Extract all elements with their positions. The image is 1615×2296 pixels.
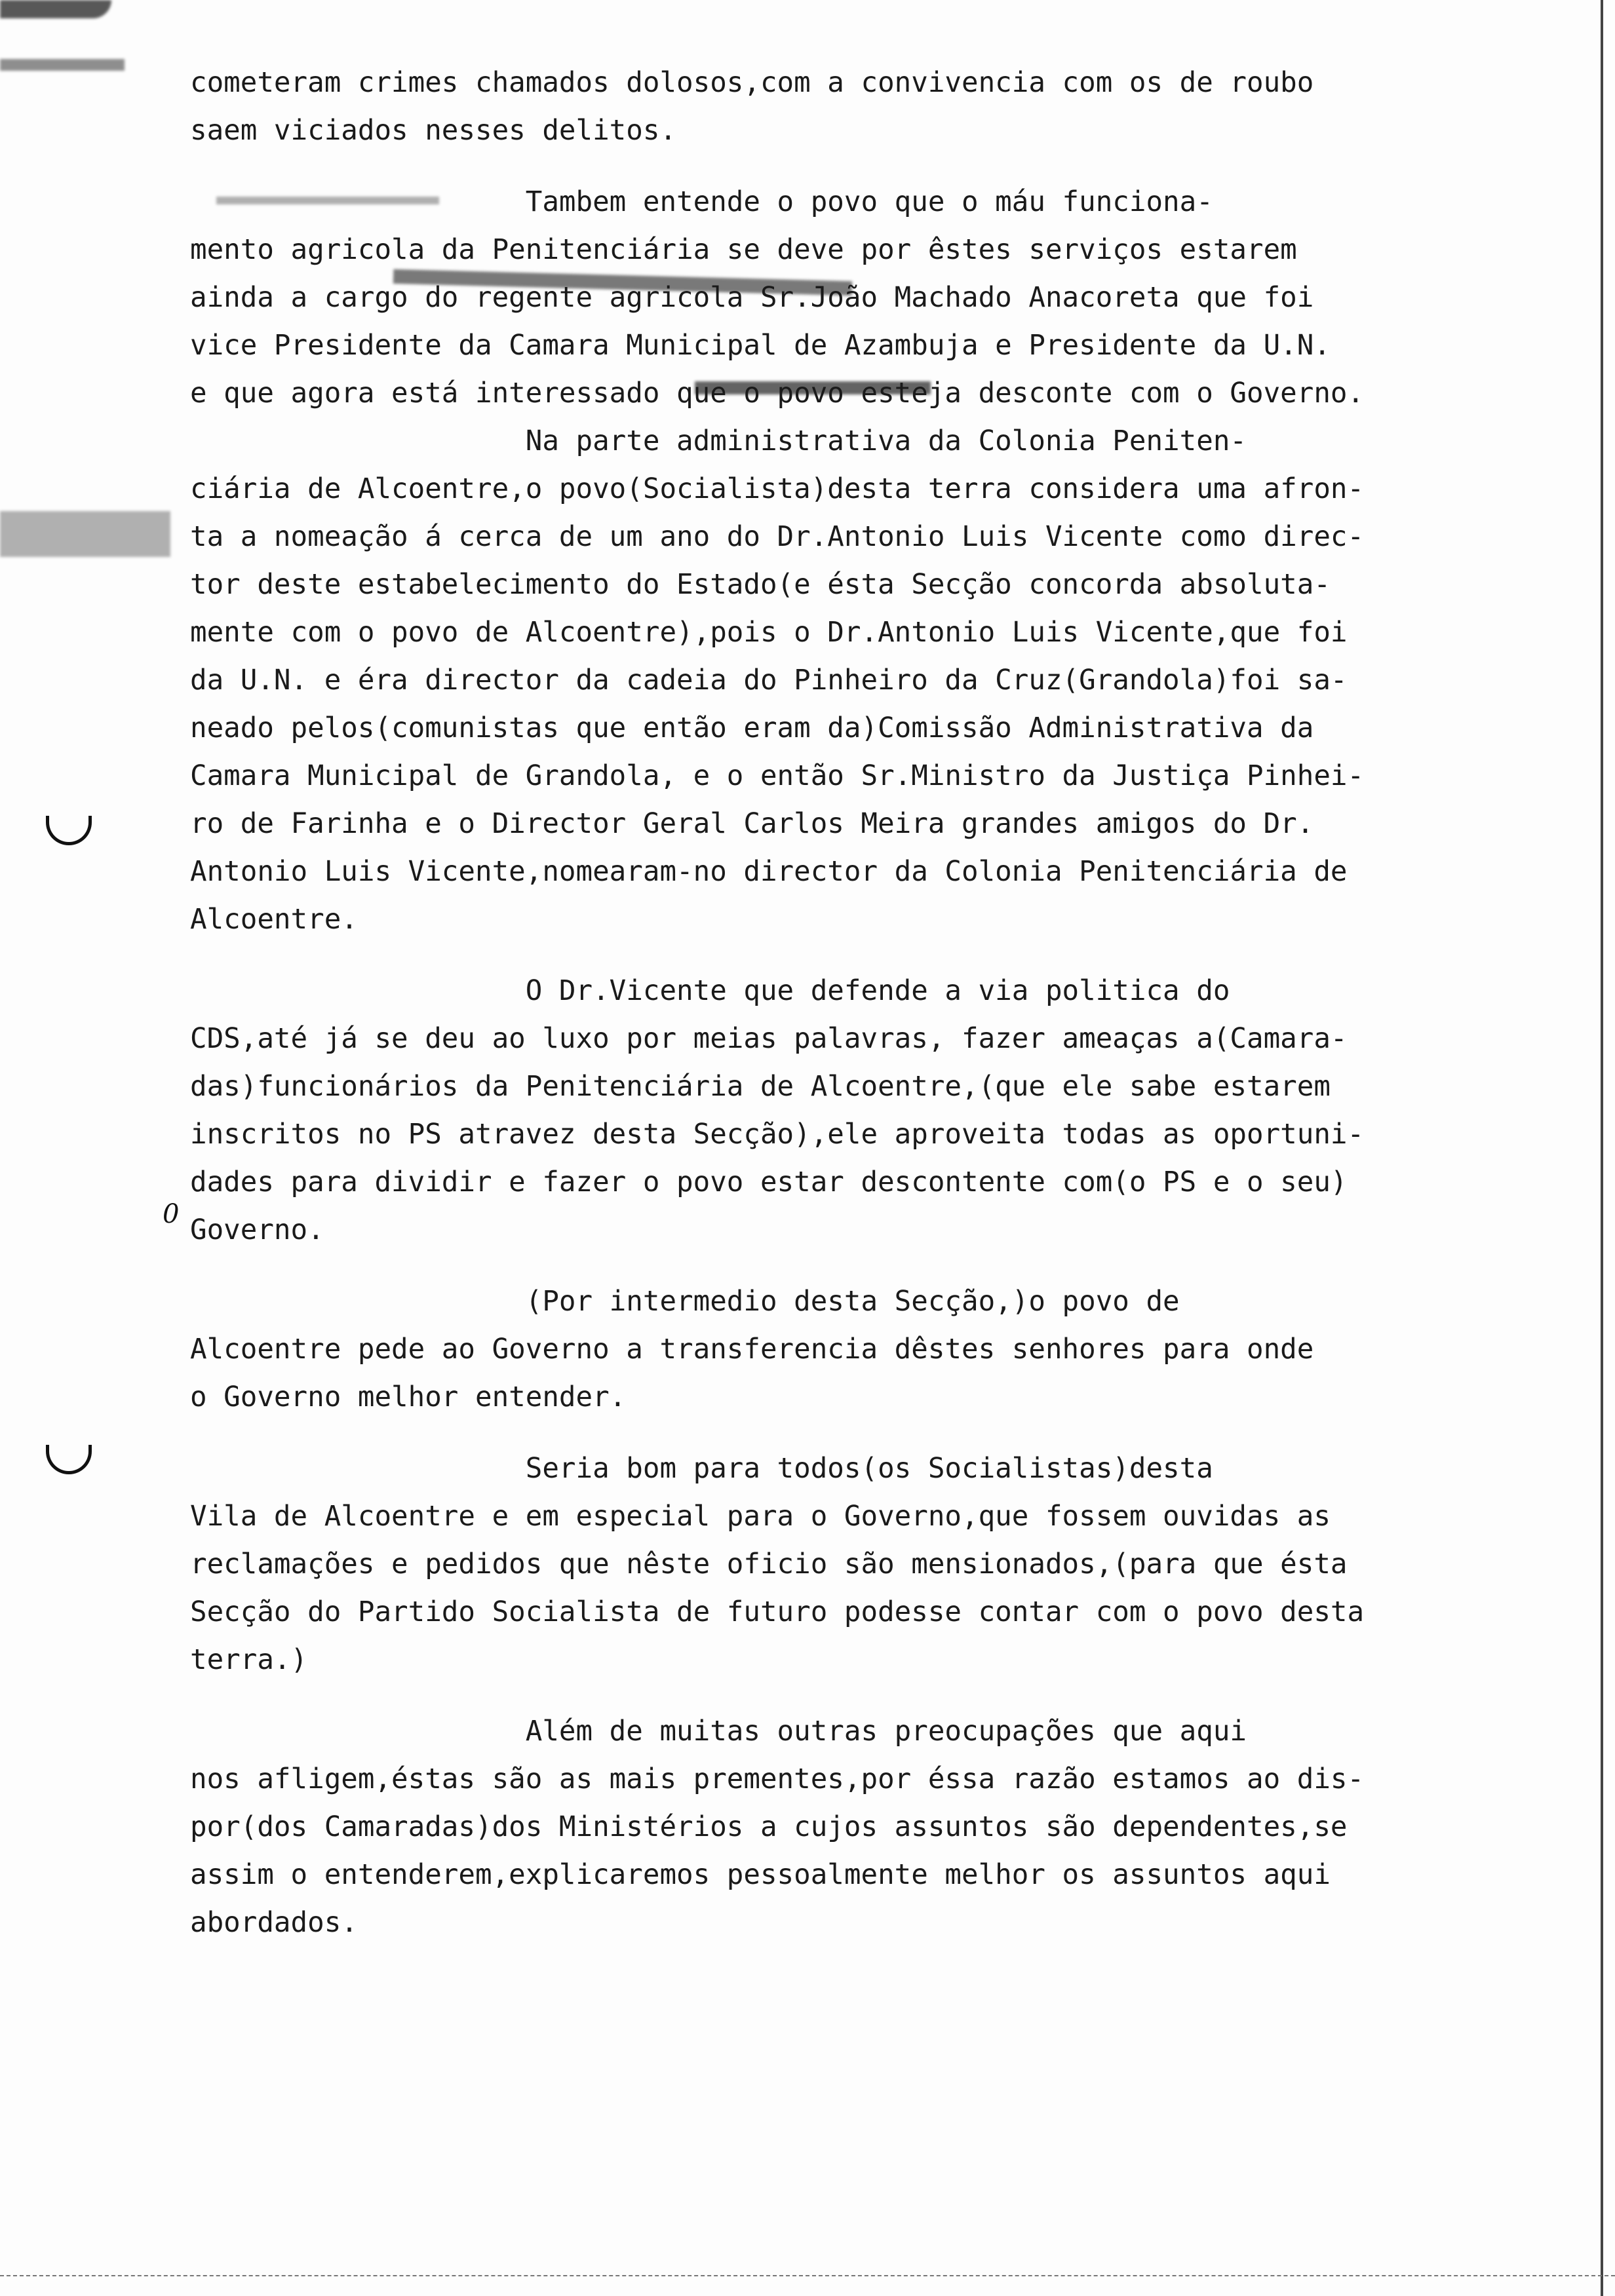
paragraph-3 — [190, 967, 1580, 1254]
text-line: Seria bom para todos(os Socialistas)desta — [190, 1453, 1213, 1485]
scan-smudge-top-left-2 — [0, 59, 125, 71]
text-line: Além de muitas outras preocupações que aqui — [190, 1715, 1247, 1748]
text-line: O Dr.Vicente que defende a via politica do — [190, 975, 1230, 1007]
text-line: inscritos no PS atravez desta Secção),ele aproveita todas as oportuni- — [190, 1119, 1365, 1151]
text-line: CDS,até já se deu ao luxo por meias palavras, fazer ameaças a(Camara- — [190, 1023, 1348, 1055]
text-line: saem viciados nesses delitos. — [190, 115, 677, 147]
page-bottom-edge — [0, 2275, 1615, 2296]
paragraph-5 — [190, 1445, 1580, 1684]
scan-smudge-left — [0, 511, 170, 557]
text-line: das)funcionários da Penitenciária de Alcoentre,(que ele sabe estarem — [190, 1071, 1331, 1103]
paragraph-6 — [190, 1708, 1580, 1947]
text-line: Vila de Alcoentre e em especial para o Governo,que fossem ouvidas as — [190, 1501, 1331, 1533]
text-line: mente com o povo de Alcoentre),pois o Dr.Antonio Luis Vicente,que foi — [190, 617, 1348, 649]
hole-punch-mark-2 — [46, 1445, 92, 1474]
letter-body — [190, 59, 1580, 1947]
text-line: ta a nomeação á cerca de um ano do Dr.Antonio Luis Vicente como direc- — [190, 521, 1365, 553]
text-line: Na parte administrativa da Colonia Peniten- — [190, 425, 1247, 457]
text-line: Tambem entende o povo que o máu funciona- — [190, 186, 1213, 218]
text-line: Camara Municipal de Grandola, e o então Sr.Ministro da Justiça Pinhei- — [190, 760, 1365, 792]
text-line: terra.) — [190, 1644, 308, 1676]
text-line: assim o entenderem,explicaremos pessoalmente melhor os assuntos aqui — [190, 1859, 1331, 1891]
text-line: mento agricola da Penitenciária se deve por êstes serviços estarem — [190, 234, 1297, 266]
hole-punch-mark-1 — [46, 816, 92, 845]
text-line: dades para dividir e fazer o povo estar descontente com(o PS e o seu) — [190, 1166, 1348, 1198]
text-line: por(dos Camaradas)dos Ministérios a cujos assuntos são dependentes,se — [190, 1811, 1348, 1843]
scan-smudge-top-left — [0, 0, 111, 18]
text-line: cometeram crimes chamados dolosos,com a convivencia com os de roubo — [190, 67, 1314, 99]
text-line: Secção do Partido Socialista de futuro podesse contar com o povo desta — [190, 1596, 1365, 1628]
text-line: ciária de Alcoentre,o povo(Socialista)desta terra considera uma afron- — [190, 473, 1365, 505]
text-line: ro de Farinha e o Director Geral Carlos Meira grandes amigos do Dr. — [190, 808, 1314, 840]
paragraph-2 — [190, 178, 1580, 944]
text-line: nos afligem,éstas são as mais prementes,por éssa razão estamos ao dis- — [190, 1763, 1365, 1795]
text-line: Alcoentre pede ao Governo a transferencia dêstes senhores para onde — [190, 1333, 1314, 1366]
page-right-edge — [1601, 0, 1603, 2296]
text-line: reclamações e pedidos que nêste oficio são mensionados,(para que ésta — [190, 1548, 1348, 1580]
paragraph-4 — [190, 1278, 1580, 1421]
text-line: Antonio Luis Vicente,nomearam-no director da Colonia Penitenciária de — [190, 856, 1348, 888]
text-line: Governo. — [190, 1214, 324, 1246]
text-line: ainda a cargo do regente agricola Sr.João Machado Anacoreta que foi — [190, 282, 1314, 314]
text-line: o Governo melhor entender. — [190, 1381, 627, 1413]
text-line: tor deste estabelecimento do Estado(e ésta Secção concorda absoluta- — [190, 569, 1331, 601]
text-line: (Por intermedio desta Secção,)o povo de — [190, 1286, 1180, 1318]
text-line: da U.N. e éra director da cadeia do Pinheiro da Cruz(Grandola)foi sa- — [190, 664, 1348, 697]
text-line: e que agora está interessado que o povo esteja desconte com o Governo. — [190, 377, 1365, 410]
text-line: neado pelos(comunistas que então eram da)Comissão Administrativa da — [190, 712, 1314, 744]
text-line: vice Presidente da Camara Municipal de Azambuja e Presidente da U.N. — [190, 330, 1331, 362]
paragraph-1 — [190, 59, 1580, 155]
text-line: Alcoentre. — [190, 904, 358, 936]
text-line: abordados. — [190, 1907, 358, 1939]
margin-annotation: 0 — [163, 1199, 180, 1229]
